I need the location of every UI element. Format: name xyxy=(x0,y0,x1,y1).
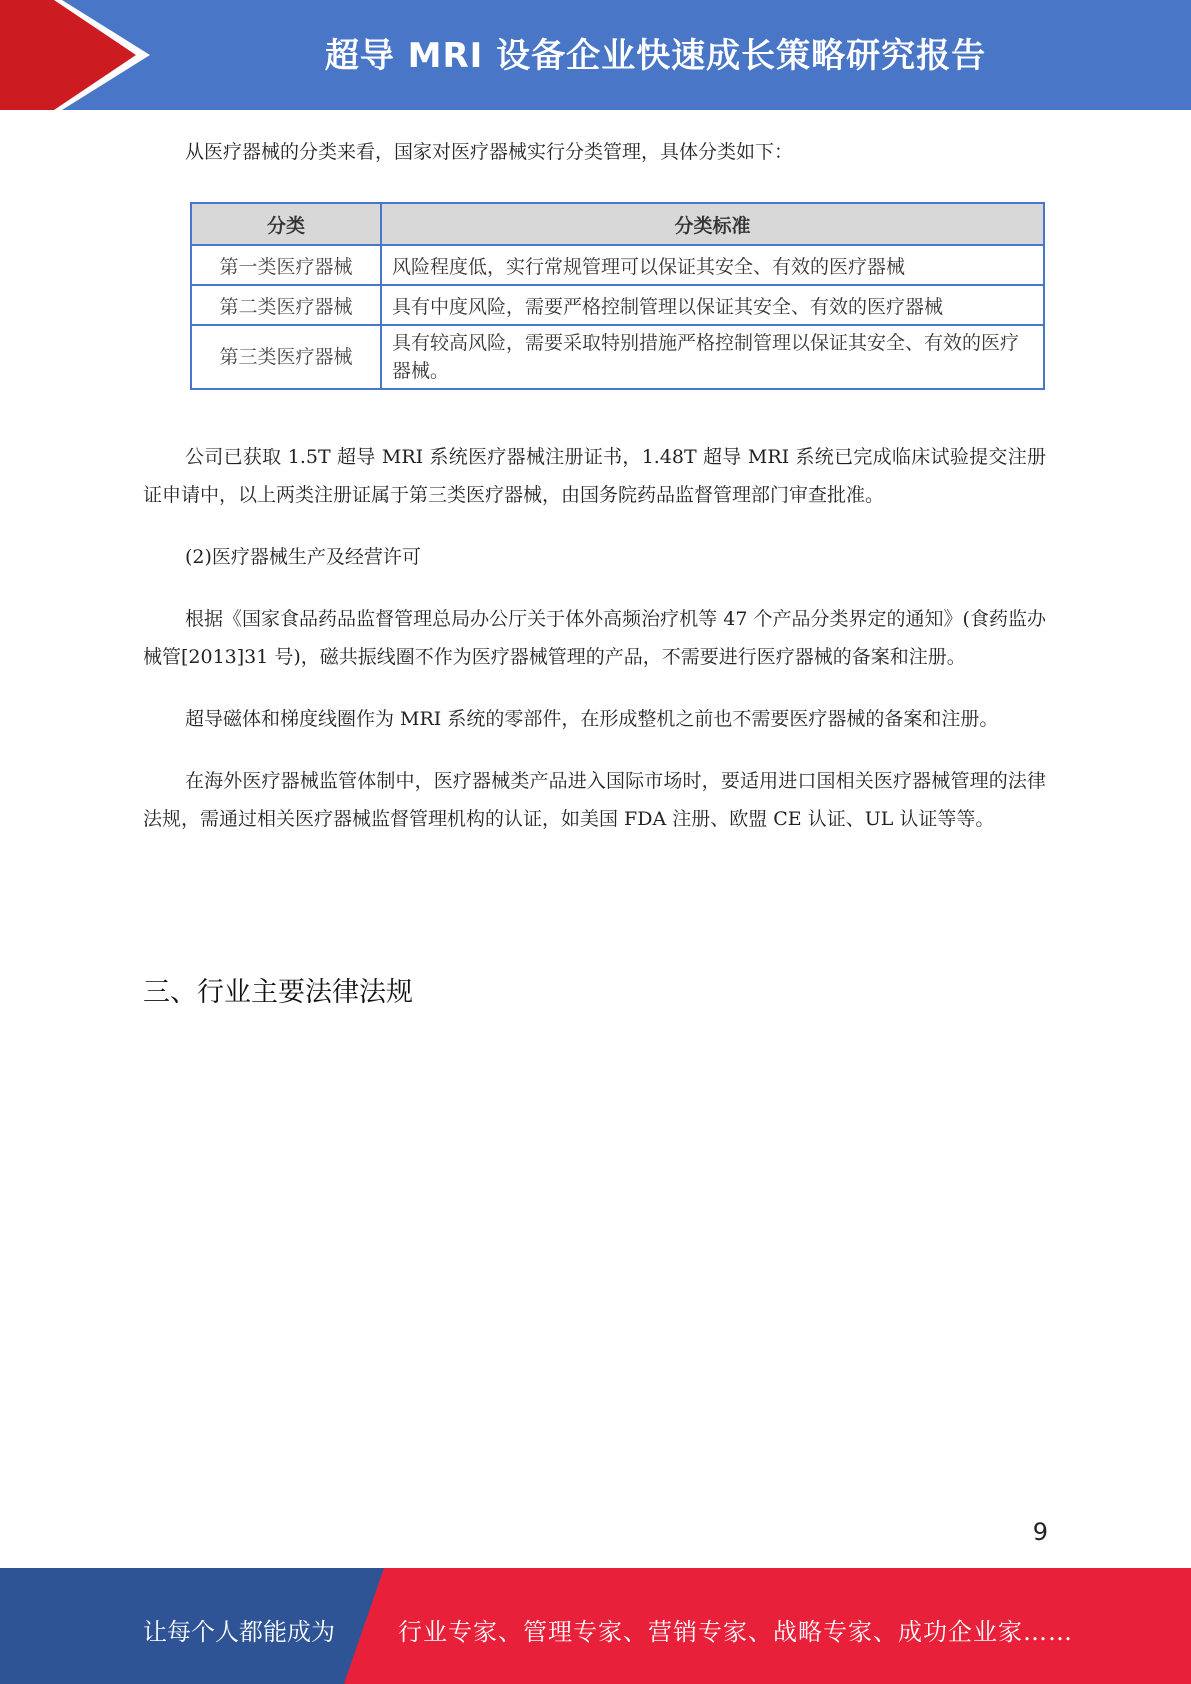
table-row xyxy=(191,245,1044,285)
paragraph-notice: 根据《国家食品药品监督管理总局办公厅关于体外高频治疗机等 47 个产品分类界定的通知》(食药监办械管[2013]31 号)，磁共振线圈不作为医疗器械管理的产品，不需要进行医疗器械的备案和注册。 xyxy=(143,608,1046,668)
table-cell-standard: 具有中度风险，需要严格控制管理以保证其安全、有效的医疗器械 xyxy=(381,285,1044,325)
section-heading: 三、行业主要法律法规 xyxy=(143,977,413,1008)
subheading-license: (2)医疗器械生产及经营许可 xyxy=(185,546,421,568)
footer-slogan-left: 让每个人都能成为 xyxy=(143,1618,335,1646)
table-header-standard: 分类标准 xyxy=(381,203,1044,245)
intro-paragraph: 从医疗器械的分类来看，国家对医疗器械实行分类管理，具体分类如下： xyxy=(185,141,794,163)
footer-bar xyxy=(0,1568,1191,1684)
table-header-category: 分类 xyxy=(191,203,381,245)
paragraph-overseas: 在海外医疗器械监管体制中，医疗器械类产品进入国际市场时，要适用进口国相关医疗器械管理的法律法规，需通过相关医疗器械监督管理机构的认证，如美国 FDA 注册、欧盟 CE 认证、UL 认证等等。 xyxy=(143,770,1046,830)
table-cell-category: 第二类医疗器械 xyxy=(191,285,381,325)
table-cell-standard: 具有较高风险，需要采取特别措施严格控制管理以保证其安全、有效的医疗器械。 xyxy=(381,325,1044,389)
table-row xyxy=(191,285,1044,325)
header-chevron-icon xyxy=(0,0,150,110)
body-text xyxy=(143,438,1046,838)
table-cell-category: 第一类医疗器械 xyxy=(191,245,381,285)
classification-table xyxy=(190,202,1045,390)
table-cell-category: 第三类医疗器械 xyxy=(191,325,381,389)
paragraph-registration: 公司已获取 1.5T 超导 MRI 系统医疗器械注册证书，1.48T 超导 MRI 系统已完成临床试验提交注册证申请中，以上两类注册证属于第三类医疗器械，由国务院药品监督管理部门审查批准。 xyxy=(143,446,1046,506)
page-number: 9 xyxy=(1032,1518,1048,1546)
report-title: 超导 MRI 设备企业快速成长策略研究报告 xyxy=(324,36,987,76)
table-header-row xyxy=(191,203,1044,245)
paragraph-components: 超导磁体和梯度线圈作为 MRI 系统的零部件，在形成整机之前也不需要医疗器械的备案和注册。 xyxy=(185,708,999,730)
footer-slogan-right: 行业专家、管理专家、营销专家、战略专家、成功企业家…… xyxy=(398,1618,1073,1646)
intro-section xyxy=(143,133,1046,171)
table-row xyxy=(191,325,1044,389)
header-bar xyxy=(0,0,1191,110)
table-cell-standard: 风险程度低，实行常规管理可以保证其安全、有效的医疗器械 xyxy=(381,245,1044,285)
